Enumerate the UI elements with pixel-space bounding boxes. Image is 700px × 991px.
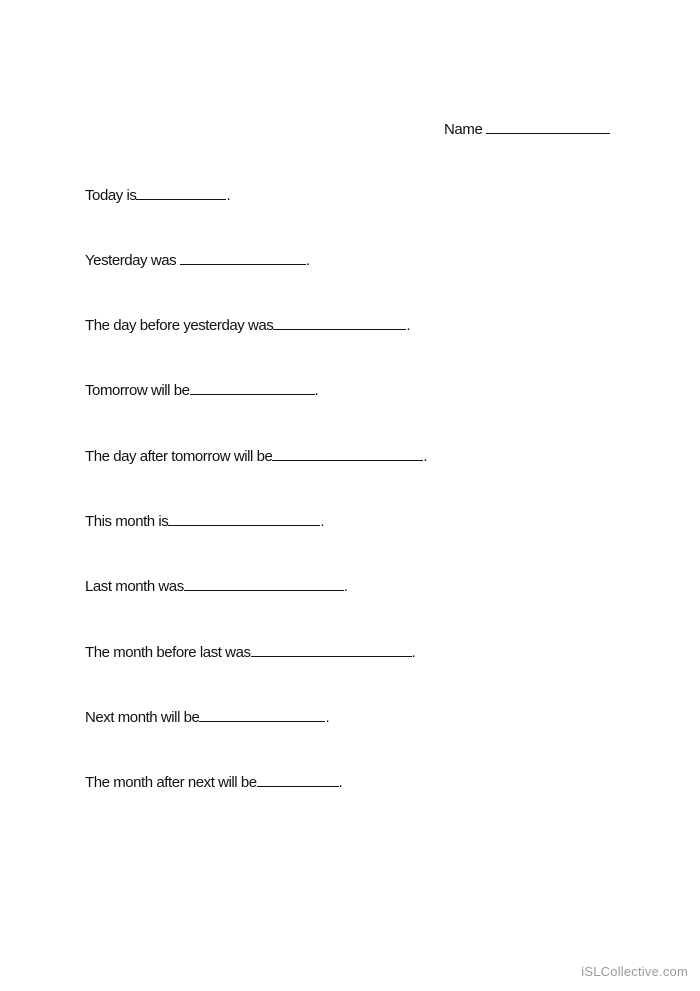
name-field — [444, 118, 610, 138]
prompt-period: . — [320, 513, 325, 530]
answer-blank[interactable] — [272, 445, 423, 461]
prompt-yesterday — [85, 249, 310, 269]
prompt-period: . — [314, 382, 319, 399]
answer-blank[interactable] — [251, 641, 412, 657]
prompt-text: The month before last was — [85, 644, 251, 661]
prompt-day-before-yesterday — [85, 314, 410, 334]
prompt-day-after-tomorrow — [85, 445, 427, 465]
prompt-period: . — [338, 774, 343, 791]
answer-blank[interactable] — [199, 706, 325, 722]
prompt-text: Last month was — [85, 578, 184, 595]
answer-blank[interactable] — [184, 575, 344, 591]
prompt-tomorrow — [85, 379, 318, 399]
answer-blank[interactable] — [273, 314, 406, 330]
prompt-period: . — [325, 709, 330, 726]
prompt-period: . — [411, 644, 416, 661]
prompt-month-after-next — [85, 771, 342, 791]
prompt-last-month — [85, 575, 347, 595]
prompt-text: Tomorrow will be — [85, 382, 190, 399]
prompt-text: The month after next will be — [85, 774, 257, 791]
answer-blank[interactable] — [168, 510, 320, 526]
name-label: Name — [444, 121, 483, 138]
prompt-period: . — [406, 317, 411, 334]
answer-blank[interactable] — [136, 184, 226, 200]
prompt-period: . — [343, 578, 348, 595]
answer-blank[interactable] — [190, 379, 315, 395]
answer-blank[interactable] — [257, 771, 339, 787]
prompt-period: . — [305, 252, 310, 269]
prompt-text: The day after tomorrow will be — [85, 448, 273, 465]
prompt-month-before-last — [85, 641, 415, 661]
prompt-this-month — [85, 510, 324, 530]
prompt-text: Next month will be — [85, 709, 200, 726]
prompt-text: The day before yesterday was — [85, 317, 274, 334]
prompt-today — [85, 184, 230, 204]
prompt-period: . — [423, 448, 428, 465]
prompt-next-month — [85, 706, 329, 726]
prompt-text: Today is — [85, 187, 137, 204]
name-blank[interactable] — [486, 118, 610, 134]
answer-blank[interactable] — [180, 249, 306, 265]
prompt-period: . — [226, 187, 231, 204]
prompt-text: This month is — [85, 513, 169, 530]
prompt-text: Yesterday was — [85, 252, 180, 269]
watermark: iSLCollective.com — [581, 964, 688, 979]
